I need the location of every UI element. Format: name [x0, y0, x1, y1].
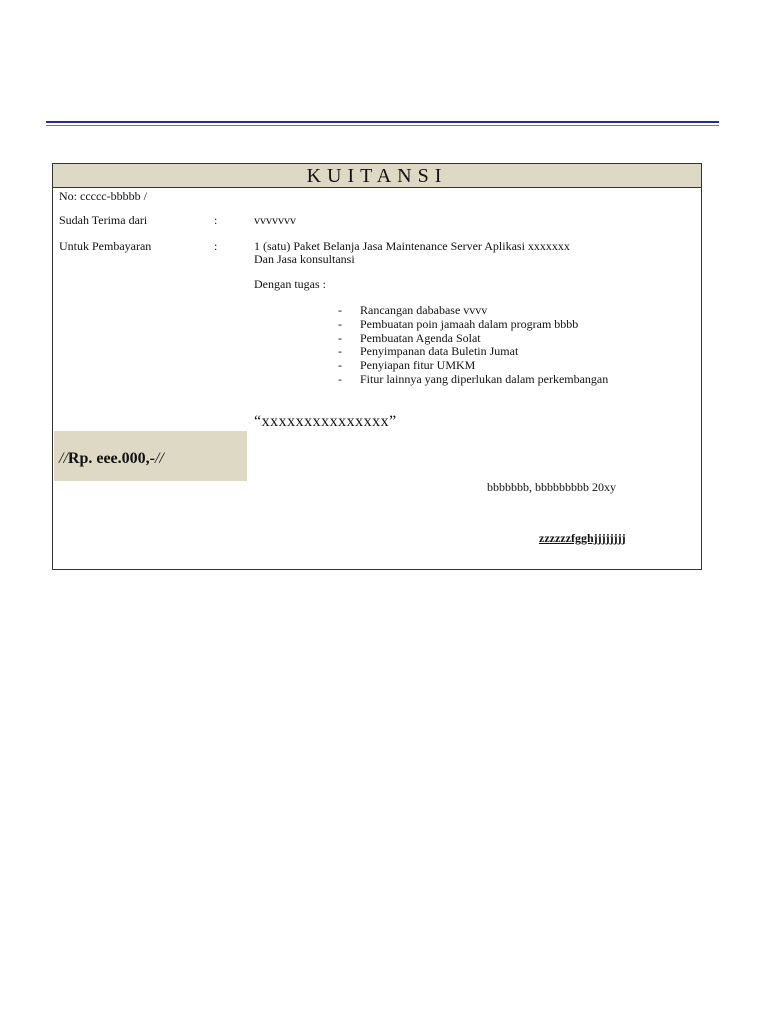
amount-in-words: “xxxxxxxxxxxxxxx”: [254, 413, 397, 430]
list-item: - Fitur lainnya yang diperlukan dalam perkembangan: [338, 371, 609, 386]
task-list: [338, 304, 608, 387]
received-from-separator: :: [214, 213, 218, 227]
list-item: - Penyiapan fitur UMKM: [338, 358, 476, 373]
tasks-heading: Dengan tugas :: [254, 277, 326, 291]
payment-description-line-2: Dan Jasa konsultansi: [254, 252, 355, 266]
received-from-label: Sudah Terima dari: [59, 213, 148, 227]
task-text: Rancangan dababase vvvv: [360, 303, 488, 317]
received-from-value: vvvvvvv: [254, 213, 296, 227]
payment-for-separator: :: [214, 239, 218, 253]
list-item: - Rancangan dababase vvvv: [338, 303, 488, 317]
signer-name: zzzzzzfgghjjjjjjjj: [539, 531, 626, 545]
amount-box: [54, 431, 247, 481]
receipt-number: No: ccccc-bbbbb /: [59, 189, 147, 203]
task-text: Penyimpanan data Buletin Jumat: [360, 344, 519, 359]
payment-description-line-1: 1 (satu) Paket Belanja Jasa Maintenance Server Aplikasi xxxxxxx: [254, 239, 570, 253]
list-item: - Pembuatan poin jamaah dalam program bbbb: [338, 316, 579, 331]
task-text: Pembuatan Agenda Solat: [360, 330, 481, 345]
task-text: Fitur lainnya yang diperlukan dalam perkembangan: [360, 371, 609, 386]
header-rule: [46, 121, 719, 123]
amount-value: //Rp. eee.000,-//: [59, 450, 164, 467]
header-rule-thin: [46, 125, 719, 126]
task-text: Penyiapan fitur UMKM: [360, 358, 476, 373]
list-item: - Pembuatan Agenda Solat: [338, 330, 481, 345]
receipt-box: [52, 163, 702, 570]
payment-for-label: Untuk Pembayaran: [59, 239, 152, 253]
list-item: - Penyimpanan data Buletin Jumat: [338, 344, 519, 359]
task-text: Pembuatan poin jamaah dalam program bbbb: [360, 316, 579, 331]
place-and-date: bbbbbbb, bbbbbbbbb 20xy: [487, 480, 616, 494]
receipt-title: KUITANSI: [53, 164, 701, 188]
